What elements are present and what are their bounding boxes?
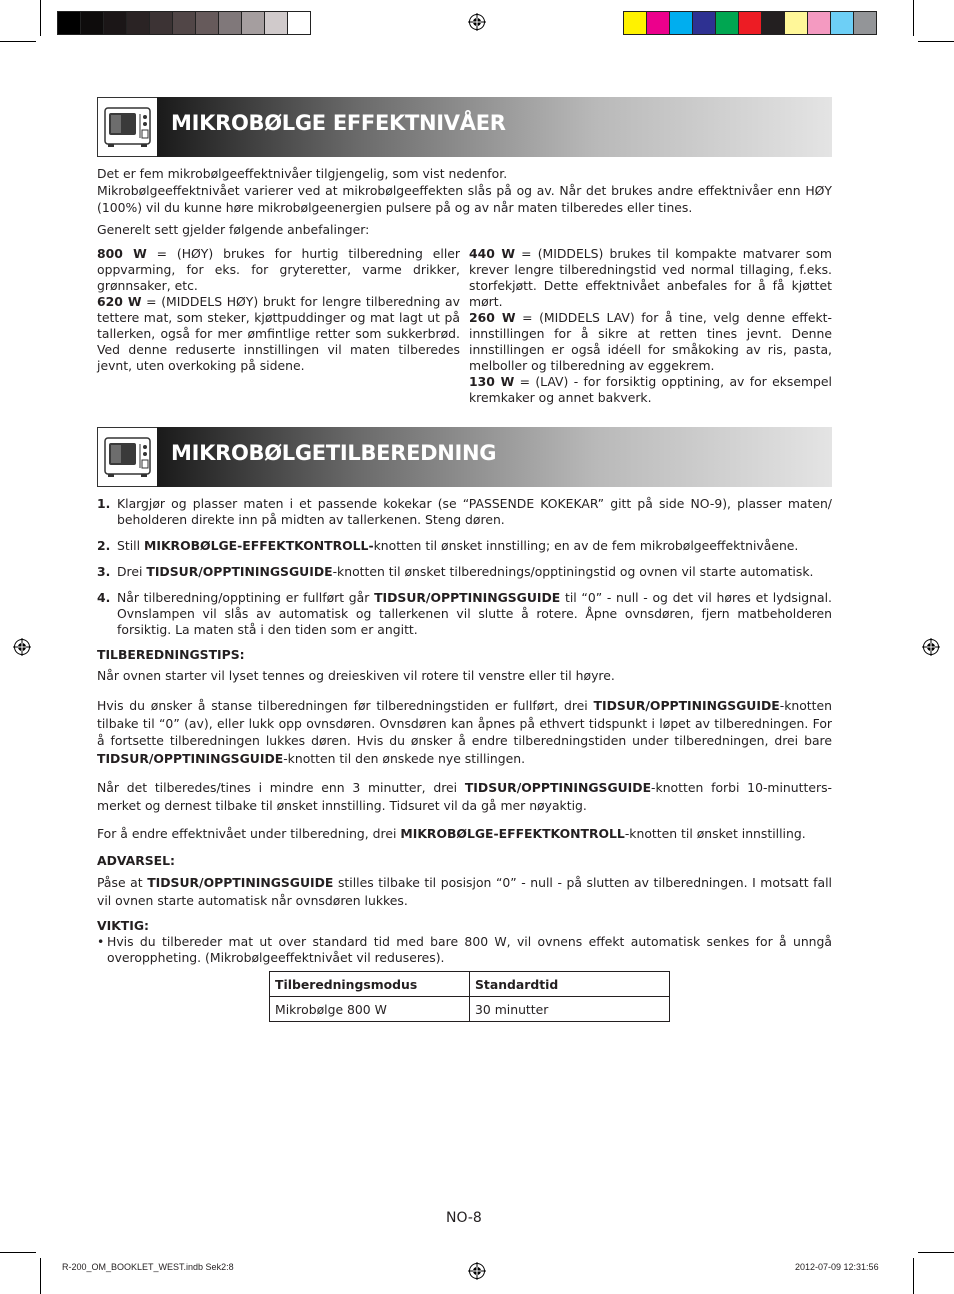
warning-text: Påse at xyxy=(97,875,148,890)
step-item xyxy=(97,496,832,528)
table-header-cell: Standardtid xyxy=(470,972,670,997)
important-heading: VIKTIG: xyxy=(97,918,149,933)
power-value: 800 W xyxy=(97,246,147,261)
color-swatch xyxy=(669,11,693,35)
table-cell: 30 minutter xyxy=(470,997,670,1022)
tip-text: -knotten forbi 10-minutters-merket og dernest tilbake til ønsket innstilling. Tidsuret vil da gå mer nøyaktig. xyxy=(97,780,833,813)
intro-line-2: Mikrobølgeeffektnivået varierer ved at mikrobølgeeffekten slås på og av. Når det brukes andre effektnivåer enn HØY (100%) vil du kunne høre mikrobølgeenergien pulsere på og av når maten tilberedes eller tines. xyxy=(97,183,832,215)
crop-mark xyxy=(918,41,954,42)
color-swatch xyxy=(761,11,785,35)
color-swatch xyxy=(853,11,877,35)
power-description: = (LAV) - for forsiktig opptining, av for eksempel kremkaker og annet bakverk. xyxy=(469,374,832,405)
bullet: • xyxy=(97,934,105,949)
warning-paragraph xyxy=(97,874,832,909)
color-swatch xyxy=(715,11,739,35)
tip-text: For å endre effektnivået under tilberedning, drei xyxy=(97,826,401,841)
power-level-item xyxy=(469,246,832,310)
step-text: til “0” - null - og det vil høres et lydsignal. Ovnslampen vil slås av automatisk og tallerkenen vil slutte å rotere. Åpne ovnsdøren, fjern matbeholderen forsiktig. La maten stå i den tiden som er angitt. xyxy=(117,590,832,637)
step-text: Drei xyxy=(117,564,147,579)
registration-mark-icon xyxy=(468,13,486,31)
crop-mark xyxy=(0,1252,36,1253)
step-item xyxy=(97,538,832,554)
control-name: TIDSUR/OPPTININGSGUIDE xyxy=(593,698,780,713)
color-swatch xyxy=(264,11,288,35)
crop-mark xyxy=(918,1252,954,1253)
color-swatch xyxy=(149,11,173,35)
step-text: Når tilberedning/opptining er fullført går xyxy=(117,590,375,605)
intro-line-1: Det er fem mikrobølgeeffektnivåer tilgjengelig, som vist nedenfor. xyxy=(97,166,508,181)
power-description: = (HØY) brukes for hurtig tilberedning eller oppvarming, for eks. for gryteretter, varme drikker, grønnsaker, etc. xyxy=(97,246,460,293)
table-cell: Mikrobølge 800 W xyxy=(270,997,470,1022)
power-level-item xyxy=(469,374,832,406)
registration-mark-icon xyxy=(13,638,31,656)
color-swatch xyxy=(218,11,242,35)
intro-text-block xyxy=(97,166,832,238)
step-number: 2. xyxy=(97,538,111,553)
tip-text: -knotten til den ønskede nye stillingen. xyxy=(283,750,526,766)
tip-text: Når det tilberedes/tines i mindre enn 3 minutter, drei xyxy=(97,780,465,795)
table-header-cell: Tilberedningsmodus xyxy=(270,972,470,997)
color-swatch xyxy=(241,11,265,35)
color-swatch xyxy=(287,11,311,35)
section-header-power-levels xyxy=(97,97,832,157)
intro-line-3: Generelt sett gjelder følgende anbefalinger: xyxy=(97,222,370,237)
crop-mark xyxy=(0,41,36,42)
power-value: 620 W xyxy=(97,294,142,309)
tip-text: Hvis du ønsker å stanse tilberedningen før tilberedningstiden er fullført, drei xyxy=(97,698,594,713)
warning-heading: ADVARSEL: xyxy=(97,853,175,868)
power-levels-right-column xyxy=(469,246,832,406)
power-value: 440 W xyxy=(469,246,516,261)
crop-mark xyxy=(913,1258,914,1294)
crop-mark xyxy=(40,1258,41,1294)
color-swatch xyxy=(126,11,150,35)
power-description: = (MIDDELS LAV) for å tine, velg denne effektinnstillingen for å sikre at retten tines jevnt. Denne innstillingen er også idéell for småkoking av ris, pasta, melboller og tilberedning av eggekrem. xyxy=(469,310,832,373)
page-number: NO-8 xyxy=(446,1210,482,1226)
color-swatch xyxy=(692,11,716,35)
color-swatch xyxy=(103,11,127,35)
step-number: 4. xyxy=(97,590,111,605)
step-text: -knotten til ønsket tilberednings/opptiningstid og ovnen vil starte automatisk. xyxy=(332,564,814,579)
power-value: 130 W xyxy=(469,374,515,389)
crop-mark xyxy=(913,0,914,36)
cooking-instructions xyxy=(97,496,832,966)
important-bullet-item xyxy=(97,934,832,966)
microwave-icon xyxy=(97,97,158,157)
microwave-icon xyxy=(97,427,158,487)
standard-time-table xyxy=(269,971,670,1022)
control-name: MIKROBØLGE-EFFEKTKONTROLL- xyxy=(144,538,374,553)
section-header-microwave-cooking xyxy=(97,427,832,487)
step-text: Still xyxy=(117,538,144,553)
control-name: TIDSUR/OPPTININGSGUIDE xyxy=(464,780,652,795)
color-swatch xyxy=(784,11,808,35)
section-title: MIKROBØLGETILBEREDNING xyxy=(171,441,497,465)
process-color-bar xyxy=(624,11,877,35)
power-levels-left-column xyxy=(97,246,460,374)
color-swatch xyxy=(623,11,647,35)
step-text: Klargjør og plasser maten i et passende kokekar (se “PASSENDE KOKEKAR” gitt på side NO-9), plasser maten/ beholderen direkte inn på midten av tallerkenen. Steng døren. xyxy=(117,496,832,527)
crop-mark xyxy=(40,0,41,36)
control-name: TIDSUR/OPPTININGSGUIDE xyxy=(374,590,561,605)
color-swatch xyxy=(807,11,831,35)
section-title: MIKROBØLGE EFFEKTNIVÅER xyxy=(171,111,506,135)
power-level-item xyxy=(97,246,460,294)
power-description: = (MIDDELS) brukes til kompakte matvarer som krever lengre tilberedningstid ved normal tillaging, f.eks. storfekjøtt. Dette effektnivået anbefales for å få kjøttet mørt. xyxy=(469,246,832,309)
step-number: 1. xyxy=(97,496,111,511)
important-text: Hvis du tilbereder mat ut over standard tid med bare 800 W, vil ovnens effekt automatisk senkes for å unngå overoppheting. (Mikrobølgeeffektnivået vil reduseres). xyxy=(107,934,832,965)
control-name: TIDSUR/OPPTININGSGUIDE xyxy=(97,750,284,766)
control-name: MIKROBØLGE-EFFEKTKONTROLL xyxy=(400,826,625,841)
color-swatch xyxy=(80,11,104,35)
color-swatch xyxy=(738,11,762,35)
registration-mark-icon xyxy=(922,638,940,656)
tip-paragraph xyxy=(97,697,832,767)
power-value: 260 W xyxy=(469,310,516,325)
tip-text: -knotten til ønsket innstilling. xyxy=(624,826,806,841)
control-name: TIDSUR/OPPTININGSGUIDE xyxy=(147,875,334,890)
tip-text: -knotten tilbake til “0” (av), eller lukk opp ovnsdøren. Ovnsdøren kan åpnes på ethvert tidspunkt i løpet av tilberedningen. For å fortsette tilberedningen lukkes døren. Hvis du ønsker å endre tilberedningstiden under tilberedningen, drei bare xyxy=(97,698,832,748)
color-swatch xyxy=(57,11,81,35)
color-swatch xyxy=(830,11,854,35)
power-level-item xyxy=(97,294,460,374)
tip-paragraph xyxy=(97,826,832,842)
table-row xyxy=(270,997,670,1022)
warning-text: stilles tilbake til posisjon “0” - null - på slutten av tilberedningen. I motsatt fall vil ovnen starte automatisk når ovnsdøren lukkes. xyxy=(97,875,832,908)
registration-mark-icon xyxy=(468,1262,486,1280)
tip-paragraph xyxy=(97,779,832,814)
control-name: TIDSUR/OPPTININGSGUIDE xyxy=(146,564,333,579)
step-text: knotten til ønsket innstilling; en av de fem mikrobølgeeffektnivåene. xyxy=(373,538,799,553)
footer-timestamp: 2012-07-09 12:31:56 xyxy=(795,1262,879,1272)
gray-color-bar xyxy=(58,11,311,35)
color-swatch xyxy=(172,11,196,35)
table-header-row xyxy=(270,972,670,997)
tips-heading: TILBEREDNINGSTIPS: xyxy=(97,647,245,662)
power-description: = (MIDDELS HØY) brukt for lengre tilberedning av tettere mat, som steker, kjøttpuddinger og mat lagt ut på tallerken, også for mer ømfintlige retter som sukkerbrød. Ved denne reduserte innstillingen vil maten tilberedes jevnt, uten overkoking på sidene. xyxy=(97,294,460,373)
step-number: 3. xyxy=(97,564,111,579)
footer-file-info: R-200_OM_BOOKLET_WEST.indb Sek2:8 xyxy=(62,1262,234,1272)
tip-paragraph: Når ovnen starter vil lyset tennes og dreieskiven vil rotere til venstre eller til høyre. xyxy=(97,668,615,683)
color-swatch xyxy=(646,11,670,35)
step-item xyxy=(97,590,832,638)
color-swatch xyxy=(195,11,219,35)
power-level-item xyxy=(469,310,832,374)
step-item xyxy=(97,564,832,580)
